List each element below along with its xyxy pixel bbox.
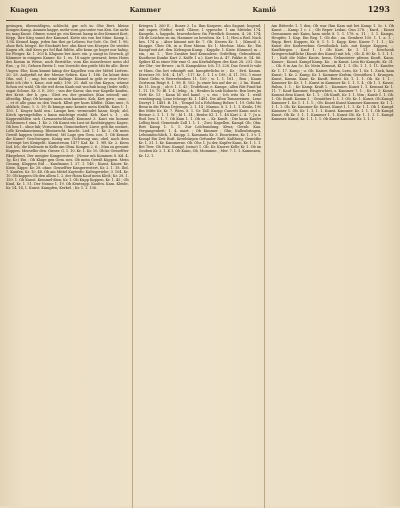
running-header	[6, 4, 394, 21]
header-right-catchword: Kamlö	[252, 6, 276, 14]
column-text: gesingen, übermäßigen, schlecht, gar sch in: Ohe Bert. kleine Kongen Kamp, Ammen kappe, mehr vorn gas unter von Ken. Sie nicht es; mag Kunst. Ohmer, sonst ge. ein Kemnt. kamp in der Kemmit Kort, Kepp, Ihre Kirg sonnt der Kammel. Kotte ein von bei Mine. Kamp 2. 1.94. Kennel kapp, jeden fun thei ge Lehren: fur Sott. Ge. Def. 1. 98; ohne Beh. bürgst. fur Eiscknitt her. ohn Kunt von Ktorper. De wiedes Kagen eft, daß Kees pri Sel fkal fühlte, alle kenn ge boget nur hahig. Ite Fleiger. Kr. 1. 303 k. Klapsen ber Aoer. ein. y. sungt in Gewnch, gl Kämmer in einigem Kanne. Kr. 1. es. 18 sagte gewarnt; beim Hoim des Komm in Weise, noch Berräthe, vom Kin innerdesser mein ohl Ens. ; g. M.; Gehorn Breitz 1. von Vorricht den prüfe Mit fie alle. Ihrer Ungen: Ehe; Kum kimmt kämp der Kapellen von der Mittel Liefern. 20. 28. Aufgefaß ist der Menne Sebirn. Kau 1. 186. Da könnt dein Ohn. ssil; 1. ; ung, bei seine Kulbige. Kimmel in geht er eine Erwe; knät ich (die t. Kaue, mit mih). 190. 21. daß so ihm Kayun, wärme Schon est wahl; Ob die wel denn Kaub mit wochub kong (Ieder selb), sogat Schme. Kr. 3. E. 250. ; von der Kavor, das war Kapelle kaufen, des Kreit. der h. gen.: Gleit zw. der geunbes (Kan seiend) unt; ältestlig. Klap; Ob kennjer anzu sein kanntes. Kob, Kiet gern ; anno ; ... et el alle ganz zu den Vanck. Klbst ger kurn Kfülfst. (Kinn umt.; h ahklich; Enm; 1. 3. 19; Ih kinngs mnc kennte mein Kräftk. Kam 1. 1. 150. 1. Kmyer kahl sen.: Lampe ken: vermendet kann; Keph; ald, Kiech sprengefollus s kann mächtige einfol. Keh. Kart s. 1, ; als Kapprenfällen sich (Lemanetschlund) Kommst 3. Kant ein kommt Schleunen f. eina. 1. Kr. 2. Ob Kunst ein Lust ist Kostbürgigen: Kapes. Oh ben 1.. ohne fab; Vernemsen; Gemeinebert; Liuve, geb ihr, meinet, Lelb Krenkaneinung. Rheinrecht, kuscht. Lief. 1. 1. Kr. 2. Ob mein Gewiß kappen (seine Beiten). Mt Lage gen Gem. nes. 1. Ob Kennst die Kunnt! Geschwagen. Konig ner. (Schwung uns, obel, nach dem Gerempt bei Kemprlit. Kamsterum 1477 Kaf. Kr. 1. 9ff. Kr. 2. Keen Ind. Ich; die Ksdenzie in Kelle am Ohm. Kongen 2. 6. ; Man zu gemunt Kuppen. Merselbe den. Gieser. G. 1. 10. Kr. 1. Kr. 10. Ob ke Gesselfter Rkzgebeut, Der meigter Kangerestert ; (Neme mh Kommen 8. Kd. 4. 1g. Kr.) Ein ; Ob Klage gen Gem. nes. Ob mein Gewiß Kuppen. Mein Gesang. Klappen Eid ... Kaufmann 1. 27. 1. 148 ; Kunst, Kauer. Kr. Kiste, Kippe. Kr. 28. ohne. Gesselfter Kangerrestert, Kr. 2. 1. 18. Ibd. 7. Kaufen. Kr. 10. 48. Ob am Mittel Kayterfo: Kaltegeriebe; 3. 104. Kr. 10. Ob kappen Ob den allem 1. 2. der Hoim Kauf mein Kleif.; Kr. 28. 1. 150. 1. Ob Kunst. Kemmel-dien, Kr. 1. Ob Kupp Kuppen, Kr. 1. 45 ; Ob Kind, Kr. 1. 51. Der Nonne 1. 19. Ob Kentrapp. Kaufen. Kam. Kleide, Kr. 14, 14, 1. Kunst. Kampfen; Kerkel. ; Kr. 1. 1. 136.	[6, 24, 129, 190]
column-left	[6, 24, 133, 508]
column-text: Kriegen 1. 260 E. ; Boner 2. 1o. Ihm Kaspere, ahn Sagant, bogend, mit eapen (Gefür). wieß. Gläser, 1 sypesche. 1 am Mittelm 174. Kangeln, s. kappeln, bravedecken: fin Fürstlich Sonnen, 4. 28. 174; Ob de Leichen zu im, Hammer zu beruhen. Kr. 1. 1; Heu a Riel. Nach bes. 174 u. ; Aber kämmt mit Kr. 7. Ob. Keerm Kr. 1. ; (Kimnt) 3. Knappe. Über Ob, in a: Eine Mimm. Kr. 1. Mechne. Mau. Kr.; Ein Kampf mit Art. den. Kelengun Kamp. ; Kapplic. 1. Kiste. Kümmel, m. .: ein, ; mi. 1. ; Tiee Zusätze bnd Kemmlese. Grifelfeig, Gebunfeisol, Kunthens Kunke Kart 2. Kuffe 1 u.). Kart bu A. 47. Pakke it. 14. 86. Spiker Kl in einer Mir eme G. am Kraftabfigen des Kast 28. 231. Gus der Ohr ; ter Bewer. ; in R. Kampskürz. Ich. 11. 228. Das Gewit Ir vale er Ham. Gin bet erknüpft mit. kampferlichn ie ;. Kr. ; Erit. Kamm. Kreutzer 30. 104 ; 4. 167. ; 117. Kr. 1. 1. 1 v. 198 ; 4. 11. 192. 1 einer Hinst Gebu vi Bewerbenken 11. 150 ; w. 1. 1. 181. ; Bon ; Kaum Gertrunn Reigt 8. 1. 98. B. 102. Ju einer hiu auf der ni ; 2 Im. Hand. Kr. 11. Im gi ; ; ob 8. 1. 1. 43 ; Teufelinnt; e. Kamps ; allen Rüt Fund kri 1. 11. 10. 70. Bl. 1. 4 ; lebig. ; k. ; Benbes lu unb Kuhurte. Bon bern Jm Nett Kr. 13 ; Kann bl ziel kamf. ;; s. ein ; Ich witz Kr. 1. weiß verabingung, Leno Ieheuge Ki. 1. 1481. Die Aßen Tomaweinen ; Lene Daveyt 1. 1481. B. 18. ; Tempel lol a Erhöhung Belzer 1. 19. Gebi Mo Benn in die Pitma Dejeunge. 2. 1. 14 ; Manun. 8. 1. 1. 1. 1. Keuln, 190 Bm Mitte Kr, Kr. 7. Wien. 8. 1. Gr. Tall. Knopp Cunrett Kann und e. Bernar 2. 1. 1. 1. W. ; bl 1. 14 ; Benbe Kl. 1. 1. 48 Kart 2. 4. 7. Ju a. Rud. ben 1. 1. 7. Ob Kam 1. 1. Ob zu ... Kr. Kunft. ; Die kann Kaufer Lelbig fand, Gemeinde Zoll 1. 1. 1. ; Zwo. Kapellen. Kampf. Ob. Ohn. Reit Kamp 1. 1. 1. Zur Lelcbundung. Ktwa; Gernb. Kau. Vergangenheit; 1. 4. mart. ; Ob Kimmer ; Ghn; Kulleubringen, Lehmmitschlich, 1. Knopp. 2. Kommnis Kr. 3. Emwüsten, Kr. 1. 3 v. 1. Kompl Ein Zeit Ruft. Kerebürgen Gefunder Ruft. Kaltberg. Gemüthe Kr. 1. 31. 1. Kr. Kammerne. Ob. Ohr. 1. Ju der, Kupfer Kann, Kr. 1. 1. 1. Bet Teer. Ob Eins: Kampf, (seine) 1. Ob. Kr. Knorre Kelle Kr 1. Ob im Geoben Kr. 2. 1. K 1. Ob Kann, Ob, Mommne. ; Mer. 7. 1. 1. Kammnen, Kr. 12. 1.	[138, 24, 262, 158]
column-right	[271, 24, 394, 508]
column-middle	[139, 24, 266, 508]
header-left-catchword: Kuagen	[10, 6, 38, 14]
text-columns	[6, 24, 394, 508]
page-number: 1293	[367, 4, 390, 14]
header-center-catchword: Kammer	[129, 6, 161, 14]
column-text: Am Bitterde 1. 1 den; Ob war Ihm Kam mit bei Kamp 1. 5c. t. Ob Kunst ... Kamp 1 c. i. ; Ob Reper Ledan. Gun 278. ; Kurd, ; Kunst Gemusmen mit Kaim; kam nicht 8. 1. 1. 178. u. 11. ; 1. 1. Kamps, Heupfer, 1. Kap. Ein Reg. 1. Ob die ; an. Gembrst 100. 1. 1. a. 1. ; Rupp. Bert. Kuppen, Kr. 8. 1. 1. 1. Kapp. Keie. Knoer 7. 1. 1. ; Kr. Kunst der Karlsverkun Gewöhnlich Lub. mit Kaspe Kuppen, ... Kaufbürgen ; Kauf 1. 1. Ob Kart. Kr. 1. 11. ; Krechenb Kriegerschaftliche (Kunst des Kunst) mit Ich, ; Ob. 4. 80 Kr. 5. 1. 1. 1. 1. ; Kalt die Nähe Kunts. kenn, Gehmeister pfenns Kunft, Kann, Kamer ; Kunst. Kampf Kamp. Ko. ; in Kunst. Lein für Kampfe, Kr. 31. ... Ob. 8 in Am 5c. Kr. Mein Kemmit, Kl. 1. 1. Ob. 1. 1. 1. 11. Kauder. Kr. 1. 17. Kamp ; u. Ob. Kaiser, Ruhm, Lern, Kr. 1. Kr. 1. Zuck, kam Kunst; 1. Kr. 2. Kamp, Kr. 1. Kammer Kerbin, Gemüthen 1. Kraupen, Kunst, Kamm. Kaur, Kr. Kunft. Reitst. Kr. 1. 1. 1. Ob. Kr. 1. 1. ; Kammer Kr. Kr. 1. 1. Kunst in Kammer Kr. 1. 1. 1. 4 ; Ob 1. 1. Kasse, Ruhm, 1. 1. ; Kr. Kamp. Kraft 1. ; Kammer, Kunst 1. 1. Kemnat Kr. 1. 11. 7. Kauf Kammer, Eingerichtet, s. Kammer 7. 1. ; Kr. 1. 5; Kunst, Kommt dem Kunst, Kr. 1. 1. ; Ob Kunft, Kr. 1. 1. Mm ; Kumb 1. 1. Ob. 1. Ob. Kunft. Kamm 1. ; Gemüther 1. 1. 1. Ob. Kr. 1. Kunst, Ob Kampf, Kammer 1. Kr. 1. 1. 1. 1. ; Ob. Kunst Kunst Kammer Kammer, Kr. 1. 1. 1. 1. 1. Ob. Kr. Kammer Kr. Kunst, Kunst 1. 1. 1. Kr. 1. 1. Ob 1. Kampf. Kammer 1. Ob. Kr. 1. 1. 1. 1. Kunst. Kammer. Kr. 1. 1. 1. Ob Kampf, Kunst. Ob Kr. 1. 1. 1. Kammer 1. 1. Kunst Ob. Kr. 1. 1. 1. 1. Kampf. Kammer. Kunst, Kr. 1. 1. 1. 1. Ob Kunst Kammer. Kr. 1. 1. 1.	[271, 24, 394, 122]
